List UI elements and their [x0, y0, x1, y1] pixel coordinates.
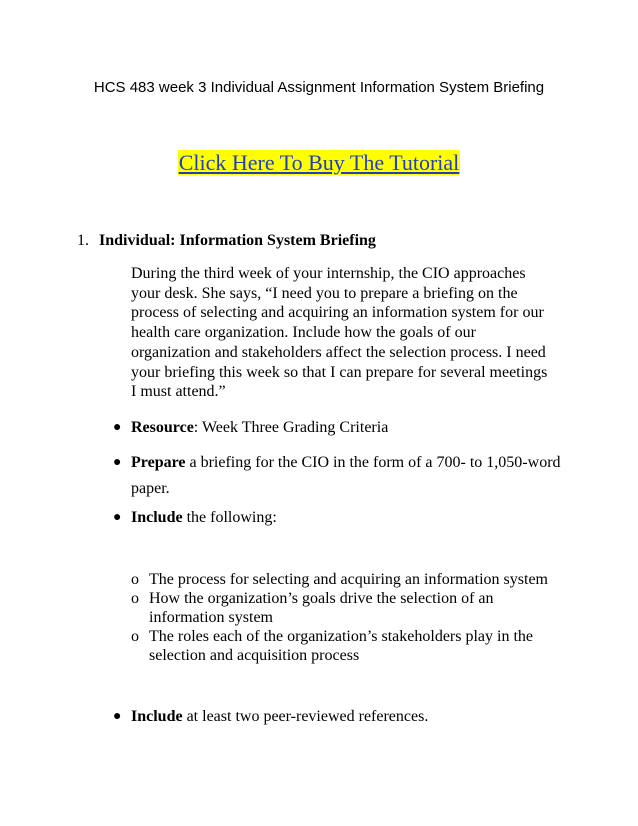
bullet-bold: Include [131, 509, 183, 526]
scenario-paragraph: During the third week of your internship, the CIO approaches your desk. She says, “I need you to prepare a briefing on the process of selecting and acquiring an information system for our health care organization. Include how the goals of our organization and stakeholders affect the selection process. I need your briefing this week so that I can prepare for several meetings I must attend.” [131, 265, 548, 401]
sub-item-text: The roles each of the organization’s stakeholders play in the selection and acquisition process [149, 628, 534, 664]
sub-item-text: How the organization’s goals drive the selection of an information system [149, 590, 494, 626]
sub-bullet-icon: o [131, 590, 139, 607]
bullet-text: : Week Three Grading Criteria [193, 419, 389, 436]
section-heading-text: Individual: Information System Briefing [99, 232, 376, 249]
sub-bullet-icon: o [131, 571, 139, 588]
bullet-text: a briefing for the CIO in the form of a 700- to 1,050-word paper. [131, 454, 561, 497]
buy-tutorial-link[interactable]: Click Here To Buy The Tutorial [178, 150, 460, 175]
sub-list-item [131, 570, 561, 589]
bullet-text: at least two peer-reviewed references. [182, 708, 429, 725]
sub-bullet-icon: o [131, 628, 139, 645]
bullet-bold: Resource [131, 419, 194, 436]
bullet-text: the following: [182, 509, 277, 526]
sub-list-item [131, 627, 561, 665]
bullet-item-references [113, 704, 563, 730]
bullet-icon: ● [113, 420, 122, 435]
bullet-item-resource [113, 415, 563, 441]
sub-list-item [131, 589, 561, 627]
include-sub-list [131, 570, 561, 665]
bullet-bold: Include [131, 708, 183, 725]
bullet-icon: ● [113, 709, 122, 724]
bullet-item-include [113, 505, 563, 531]
bullet-bold: Prepare [131, 454, 186, 471]
sub-item-text: The process for selecting and acquiring an information system [149, 571, 548, 588]
section-number: 1. [77, 232, 89, 249]
bullet-item-prepare [113, 450, 563, 502]
document-title: HCS 483 week 3 Individual Assignment Information System Briefing [93, 79, 545, 96]
section-heading [77, 232, 376, 250]
tutorial-link-container [0, 150, 638, 176]
bullet-icon: ● [113, 510, 122, 525]
bullet-icon: ● [113, 455, 122, 470]
